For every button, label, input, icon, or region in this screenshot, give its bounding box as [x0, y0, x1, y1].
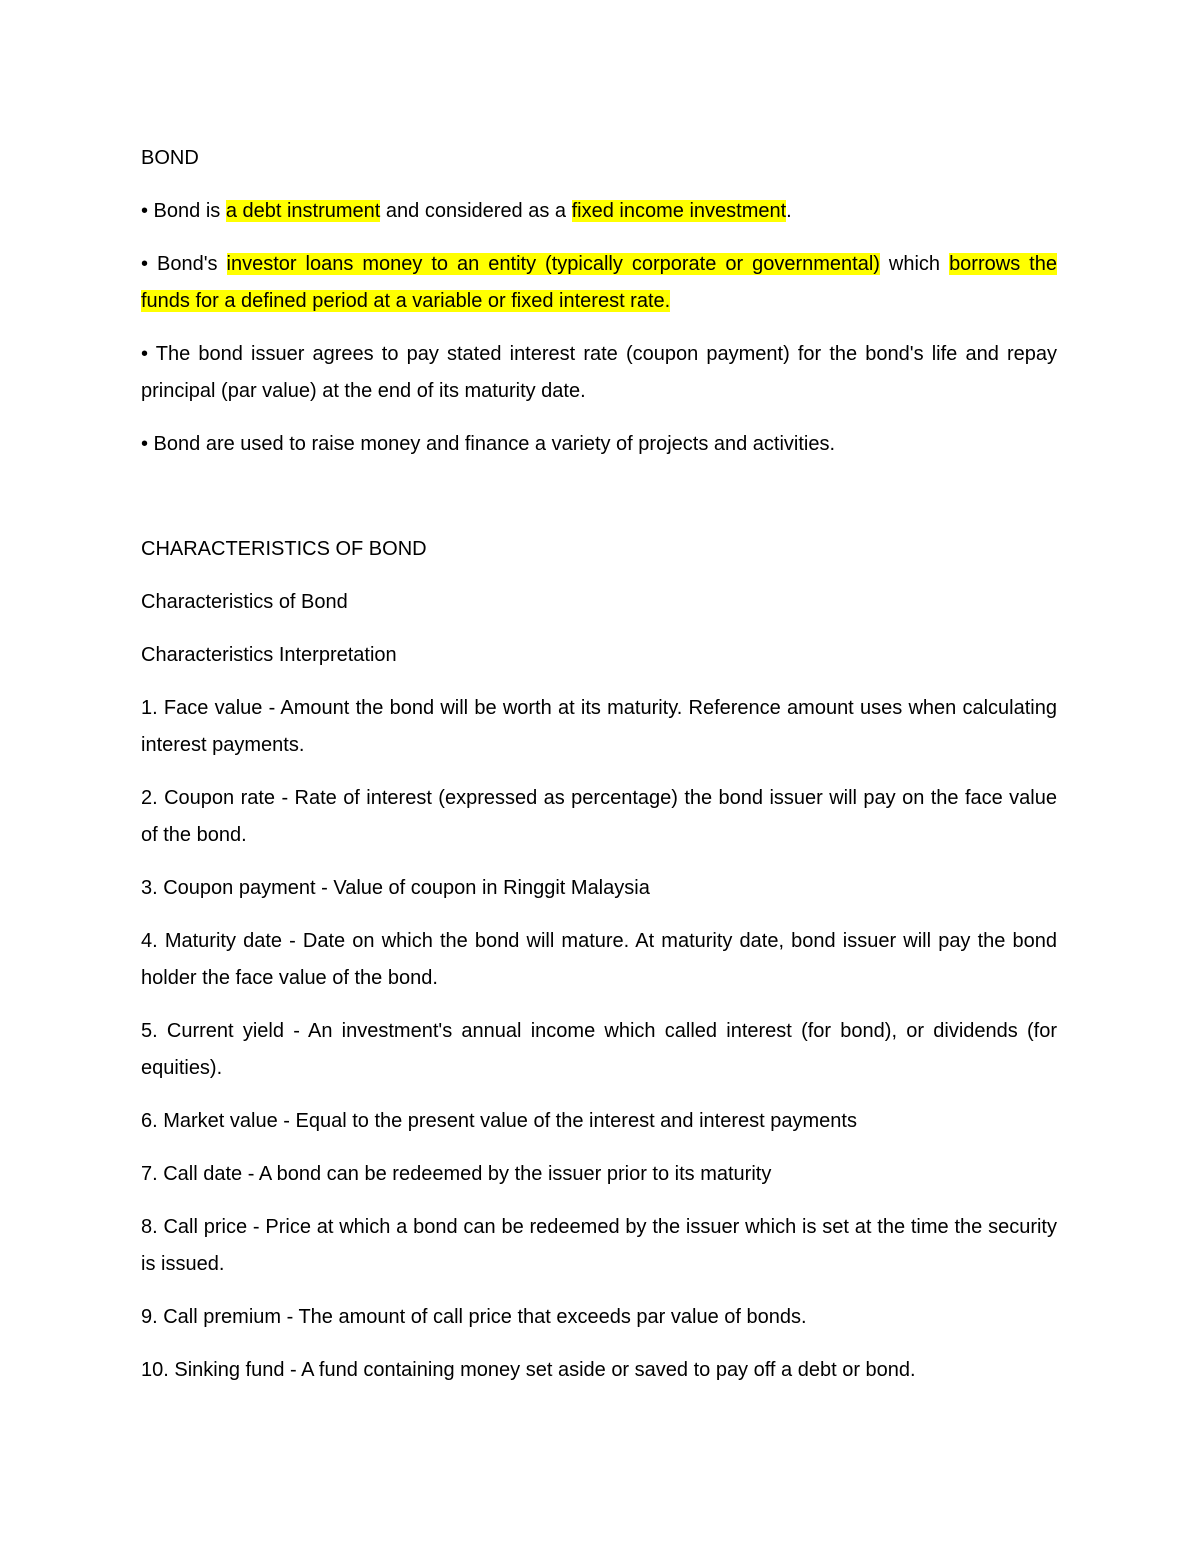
highlighted-text: a debt instrument [225, 200, 381, 222]
list-item: 6. Market value - Equal to the present value of the interest and interest payments [141, 1110, 857, 1132]
list-item: 9. Call premium - The amount of call price that exceeds par value of bonds. [141, 1306, 807, 1328]
highlighted-text: borrows the funds for a defined period at a variable or fixed interest rate. [141, 253, 1057, 312]
text-run: which [879, 253, 950, 275]
text-run: and considered as a [380, 200, 572, 222]
list-item: 2. Coupon rate - Rate of interest (expressed as percentage) the bond issuer will pay on the face value of the bond. [141, 787, 1057, 846]
subheading: Characteristics of Bond [141, 591, 348, 613]
bullet-paragraph-3: • The bond issuer agrees to pay stated interest rate (coupon payment) for the bond's life and repay principal (par value) at the end of its maturity date. [141, 343, 1057, 402]
highlighted-text: investor loans money to an entity (typically corporate or governmental) [226, 253, 880, 275]
list-item: 3. Coupon payment - Value of coupon in Ringgit Malaysia [141, 877, 650, 899]
bullet-paragraph-4: • Bond are used to raise money and finance a variety of projects and activities. [141, 433, 836, 455]
bullet-paragraph-2 [141, 246, 1057, 320]
bullet-paragraph-1 [141, 193, 1057, 230]
list-item: 5. Current yield - An investment's annual income which called interest (for bond), or dividends (for equities). [141, 1020, 1057, 1079]
text-run: . [786, 200, 792, 222]
text-run: • Bond's [141, 253, 227, 275]
text-run: • Bond is [141, 200, 226, 222]
section-spacer [141, 479, 1057, 531]
list-item: 8. Call price - Price at which a bond can be redeemed by the issuer which is set at the time the security is issued. [141, 1216, 1057, 1275]
section-heading-bond: BOND [141, 147, 199, 169]
document-page [141, 140, 1057, 1405]
list-item: 4. Maturity date - Date on which the bond will mature. At maturity date, bond issuer will pay the bond holder the face value of the bond. [141, 930, 1057, 989]
list-item: 1. Face value - Amount the bond will be worth at its maturity. Reference amount uses when calculating interest payments. [141, 697, 1057, 756]
table-header: Characteristics Interpretation [141, 644, 397, 666]
list-item: 7. Call date - A bond can be redeemed by the issuer prior to its maturity [141, 1163, 772, 1185]
section-heading-characteristics: CHARACTERISTICS OF BOND [141, 538, 427, 560]
list-item: 10. Sinking fund - A fund containing money set aside or saved to pay off a debt or bond. [141, 1359, 916, 1381]
highlighted-text: fixed income investment [571, 200, 787, 222]
